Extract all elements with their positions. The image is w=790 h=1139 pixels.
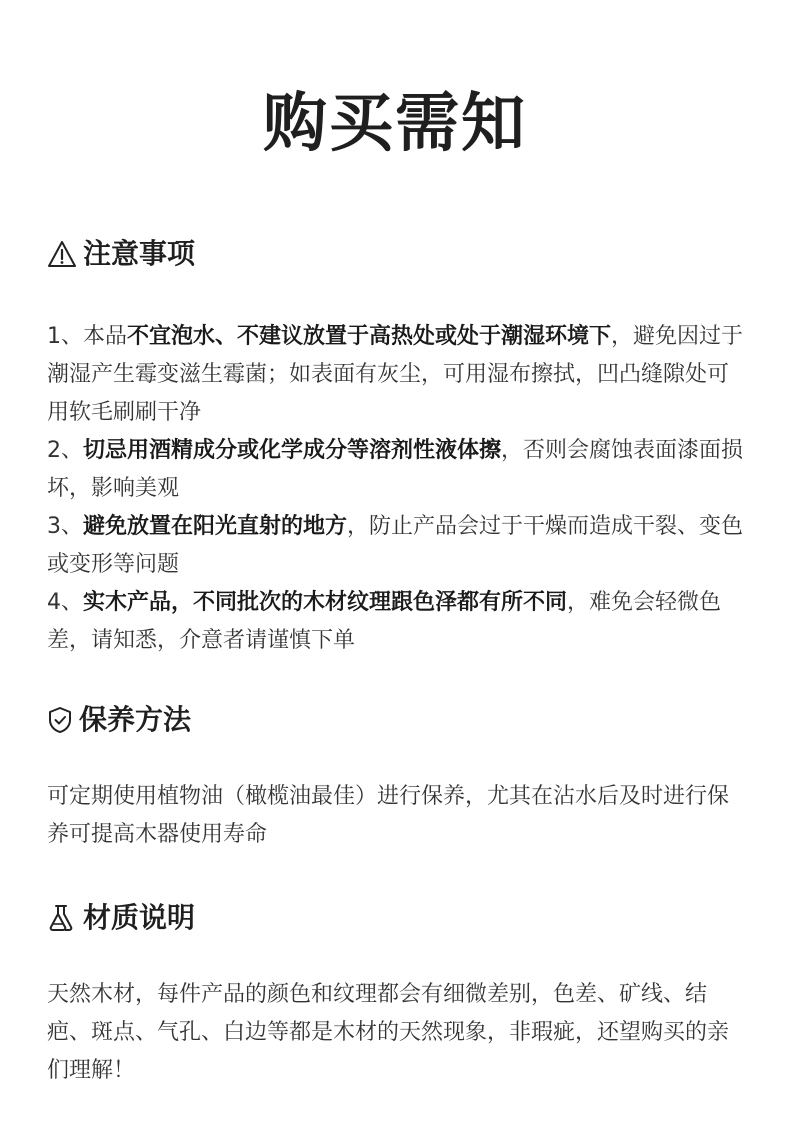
material-text: 天然木材，每件产品的颜色和纹理都会有细微差别，色差、矿线、结疤、斑点、气孔、白边等都是木材的天然现象，非瑕疵，还望购买的亲们理解！ — [47, 982, 730, 1083]
care-section — [47, 700, 747, 854]
care-heading: 保养方法 — [79, 703, 192, 736]
notice-item — [47, 432, 747, 508]
material-body — [47, 976, 747, 1090]
material-header — [47, 898, 747, 938]
notice-header — [47, 234, 747, 274]
notice-item — [47, 508, 747, 584]
notice-item-number: 3、 — [47, 514, 83, 539]
notice-list — [47, 318, 747, 660]
shield-check-icon — [47, 706, 73, 734]
care-body — [47, 778, 747, 854]
notice-section — [47, 234, 747, 660]
notice-item-post: ，否则会腐蚀表面漆面损坏，影响美观 — [47, 438, 744, 501]
notice-item-bold: 实木产品，不同批次的木材纹理跟色泽都有所不同 — [83, 590, 568, 615]
material-section — [47, 898, 747, 1090]
notice-item-number: 1、 — [47, 324, 83, 349]
flask-icon — [47, 903, 77, 933]
notice-item — [47, 318, 747, 432]
page-title: 购买需知 — [263, 87, 527, 161]
care-header — [47, 700, 747, 740]
care-text: 可定期使用植物油（橄榄油最佳）进行保养，尤其在沾水后及时进行保养可提高木器使用寿命 — [47, 784, 730, 847]
notice-item-bold: 不宜泡水、不建议放置于高热处或处于潮湿环境下 — [127, 324, 612, 349]
notice-item-bold: 切忌用酒精成分或化学成分等溶剂性液体擦 — [83, 438, 502, 463]
notice-item-post: ，难免会轻微色差，请知悉，介意者请谨慎下单 — [47, 590, 722, 653]
notice-item-number: 4、 — [47, 590, 83, 615]
material-heading: 材质说明 — [83, 901, 196, 934]
notice-item-bold: 避免放置在阳光直射的地方 — [83, 514, 348, 539]
notice-heading: 注意事项 — [83, 237, 196, 270]
notice-item — [47, 584, 747, 660]
notice-item-number: 2、 — [47, 438, 83, 463]
warning-triangle-icon — [47, 240, 77, 268]
notice-item-post: ，防止产品会过于干燥而造成干裂、变色或变形等问题 — [47, 514, 744, 577]
notice-item-post: ，避免因过于潮湿产生霉变滋生霉菌；如表面有灰尘，可用湿布擦拭，凹凸缝隙处可用软毛刷刷干净 — [47, 324, 744, 425]
notice-item-pre: 本品 — [83, 324, 128, 349]
